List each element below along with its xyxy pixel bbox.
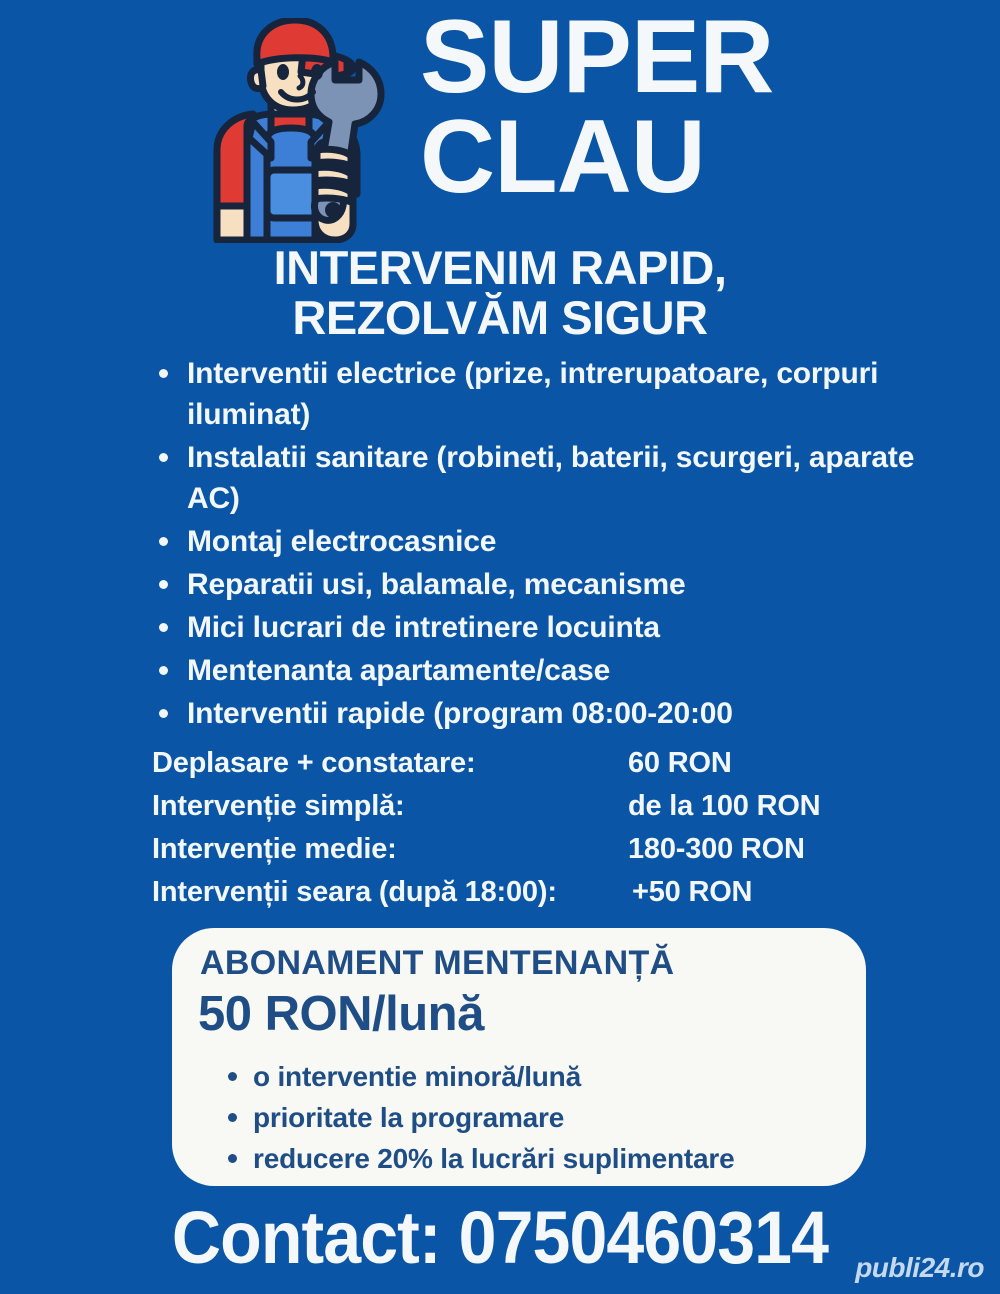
price-value: 180-300 RON <box>628 833 805 865</box>
bullet-icon <box>159 537 168 546</box>
brand-line-2: CLAU <box>420 98 705 215</box>
bullet-icon <box>159 709 168 718</box>
price-label: Intervenție simplă: <box>152 790 405 822</box>
service-label: Interventii rapide (program 08:00-20:00 <box>187 697 733 730</box>
price-row <box>152 828 932 871</box>
subscription-price: 50 RON/lună <box>198 987 484 1041</box>
benefit-item <box>224 1097 844 1138</box>
brand-line-1: SUPER <box>420 0 774 115</box>
price-row <box>152 742 932 785</box>
price-label: Deplasare + constatare: <box>152 747 476 779</box>
price-value: +50 RON <box>632 876 753 908</box>
tagline <box>0 243 1000 343</box>
bullet-icon <box>228 1072 237 1081</box>
service-item <box>155 607 915 648</box>
service-item <box>155 521 915 562</box>
service-label: Interventii electrice (prize, intrerupatoare, corpuri iluminat) <box>187 357 879 431</box>
service-label: Instalatii sanitare (robineti, baterii, scurgeri, aparate AC) <box>187 441 915 515</box>
service-label: Mici lucrari de intretinere locuinta <box>187 611 660 644</box>
bullet-icon <box>159 453 168 462</box>
bullet-icon <box>228 1154 237 1163</box>
benefit-label: o interventie minoră/lună <box>253 1061 581 1092</box>
bullet-icon <box>159 666 168 675</box>
subscription-card <box>172 928 866 1186</box>
benefit-item <box>224 1056 844 1097</box>
benefit-item <box>224 1138 844 1179</box>
service-item <box>155 650 915 691</box>
brand-title <box>420 0 980 215</box>
price-value: 60 RON <box>628 747 732 779</box>
subscription-benefits <box>224 1056 844 1179</box>
service-item <box>155 564 915 605</box>
price-value: de la 100 RON <box>628 790 821 822</box>
benefit-label: reducere 20% la lucrări suplimentare <box>253 1143 735 1174</box>
bullet-icon <box>159 369 168 378</box>
bullet-icon <box>159 580 168 589</box>
tagline-line-1: INTERVENIM RAPID, <box>273 241 727 294</box>
subscription-title: ABONAMENT MENTENANȚĂ <box>200 944 675 982</box>
publi24-watermark: publi24.ro <box>855 1252 984 1283</box>
benefit-label: prioritate la programare <box>253 1102 565 1133</box>
bullet-icon <box>228 1113 237 1122</box>
handyman-with-wrench-icon <box>205 18 400 243</box>
poster-header <box>0 0 1000 245</box>
bullet-icon <box>159 623 168 632</box>
price-list <box>152 742 932 914</box>
service-item <box>155 693 915 734</box>
service-label: Reparatii usi, balamale, mecanisme <box>187 568 686 601</box>
services-list <box>155 353 915 736</box>
tagline-line-2: REZOLVĂM SIGUR <box>292 290 708 344</box>
price-label: Intervenție medie: <box>152 833 397 865</box>
price-row <box>152 785 932 828</box>
price-label: Intervenții seara (după 18:00): <box>152 876 557 908</box>
price-row <box>152 871 932 914</box>
service-item <box>155 437 915 519</box>
contact-line[interactable]: Contact: 0750460314 <box>171 1196 829 1279</box>
service-item <box>155 353 915 435</box>
service-label: Montaj electrocasnice <box>187 525 497 558</box>
service-label: Mentenanta apartamente/case <box>187 654 611 687</box>
